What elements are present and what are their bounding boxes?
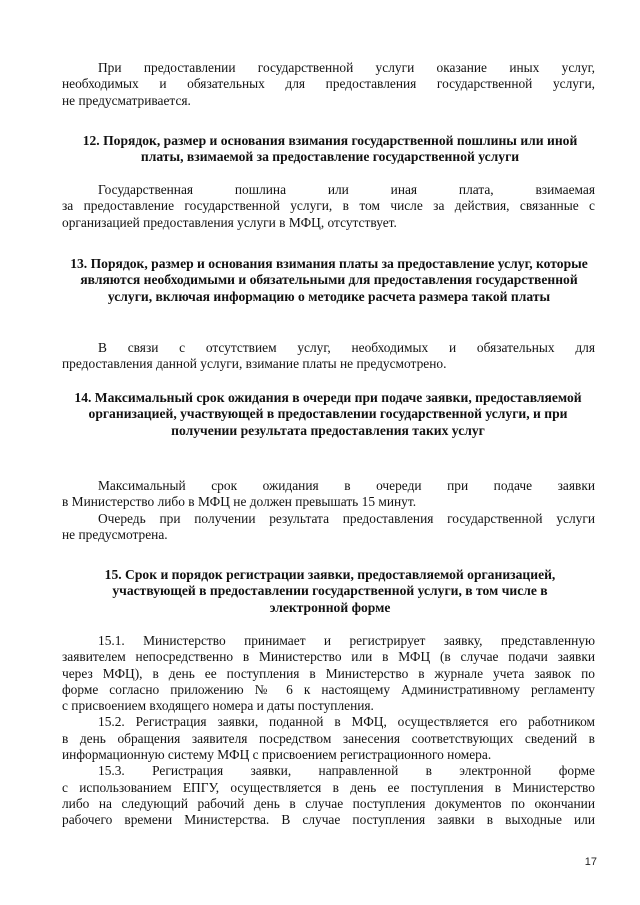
text-line: в Министерство либо в МФЦ не должен превышать 15 минут. — [62, 494, 417, 510]
text-line: с присвоением входящего номера и даты поступления. — [62, 698, 374, 714]
text-line: 15.2. Регистрация заявки, поданной в МФЦ, осуществляется его работником — [98, 714, 595, 730]
text-line: информационную систему МФЦ с присвоением регистрационного номера. — [62, 747, 492, 763]
text-line: заявителем непосредственно в Министерство или в МФЦ (в случае подачи заявки — [62, 649, 595, 665]
text-line: Максимальный срок ожидания в очереди при подаче заявки — [98, 478, 595, 493]
text-line: 15.3. Регистрация заявки, направленной в электронной форме — [98, 763, 595, 779]
section-heading: 13. Порядок, размер и основания взимания платы за предоставление услуг, которые являются необходимыми и обязательными для предоставления государственной услуги, включая информацию о методике расчета размера такой платы — [70, 256, 588, 304]
section-heading: 14. Максимальный срок ожидания в очереди при подаче заявки, предоставляемой организацией, участвующей в предоставлении государственной услуги, и при получении результата предоставления таких услуг — [74, 390, 582, 438]
text-line: в день обращения заявителя посредством занесения соответствующих сведений в — [62, 730, 595, 746]
section-12-text — [62, 182, 595, 231]
text-line: предоставления данной услуги, взимание платы не предусмотрено. — [62, 356, 447, 372]
intro-paragraph — [62, 60, 595, 109]
section-12-heading — [70, 133, 590, 166]
page-number: 17 — [584, 856, 597, 868]
section-15-text — [62, 633, 595, 829]
section-13-text — [62, 340, 595, 373]
text-line: необходимых и обязательных для предоставления государственной услуги, — [62, 76, 595, 92]
text-line: При предоставлении государственной услуги оказание иных услуг, — [98, 60, 595, 75]
text-line: не предусматривается. — [62, 92, 191, 108]
text-line: через МФЦ), в день ее поступления в Министерство в журнале учета заявок по — [62, 665, 595, 681]
section-14-text — [62, 478, 595, 543]
section-heading: 12. Порядок, размер и основания взимания государственной пошлины или иной платы, взимаемой за предоставление государственной услуги — [82, 133, 578, 165]
section-13-heading — [66, 256, 592, 305]
text-line: организацией предоставления услуги в МФЦ, отсутствует. — [62, 214, 397, 230]
section-14-heading — [64, 390, 592, 439]
text-line: В связи с отсутствием услуг, необходимых и обязательных для — [98, 340, 595, 355]
section-heading: 15. Срок и порядок регистрации заявки, предоставляемой организацией, участвующей в предоставлении государственной услуги, в том числе в электронной форме — [104, 567, 556, 615]
text-line: 15.1. Министерство принимает и регистрирует заявку, представленную — [98, 633, 595, 648]
text-line: с использованием ЕПГУ, осуществляется в день ее поступления в Министерство — [62, 779, 595, 795]
text-line: форме согласно приложению № 6 к настоящему Административному регламенту — [62, 681, 595, 697]
text-line: рабочего времени Министерства. В случае поступления заявки в выходные или — [62, 812, 595, 828]
text-line: Очередь при получении результата предоставления государственной услуги — [98, 510, 595, 526]
text-line: не предусмотрена. — [62, 526, 168, 542]
text-line: либо на следующий рабочий день в случае поступления документов по окончании — [62, 795, 595, 811]
section-15-heading — [72, 567, 588, 616]
text-line: Государственная пошлина или иная плата, взимаемая — [98, 182, 595, 197]
text-line: за предоставление государственной услуги, в том числе за действия, связанные с — [62, 198, 595, 214]
